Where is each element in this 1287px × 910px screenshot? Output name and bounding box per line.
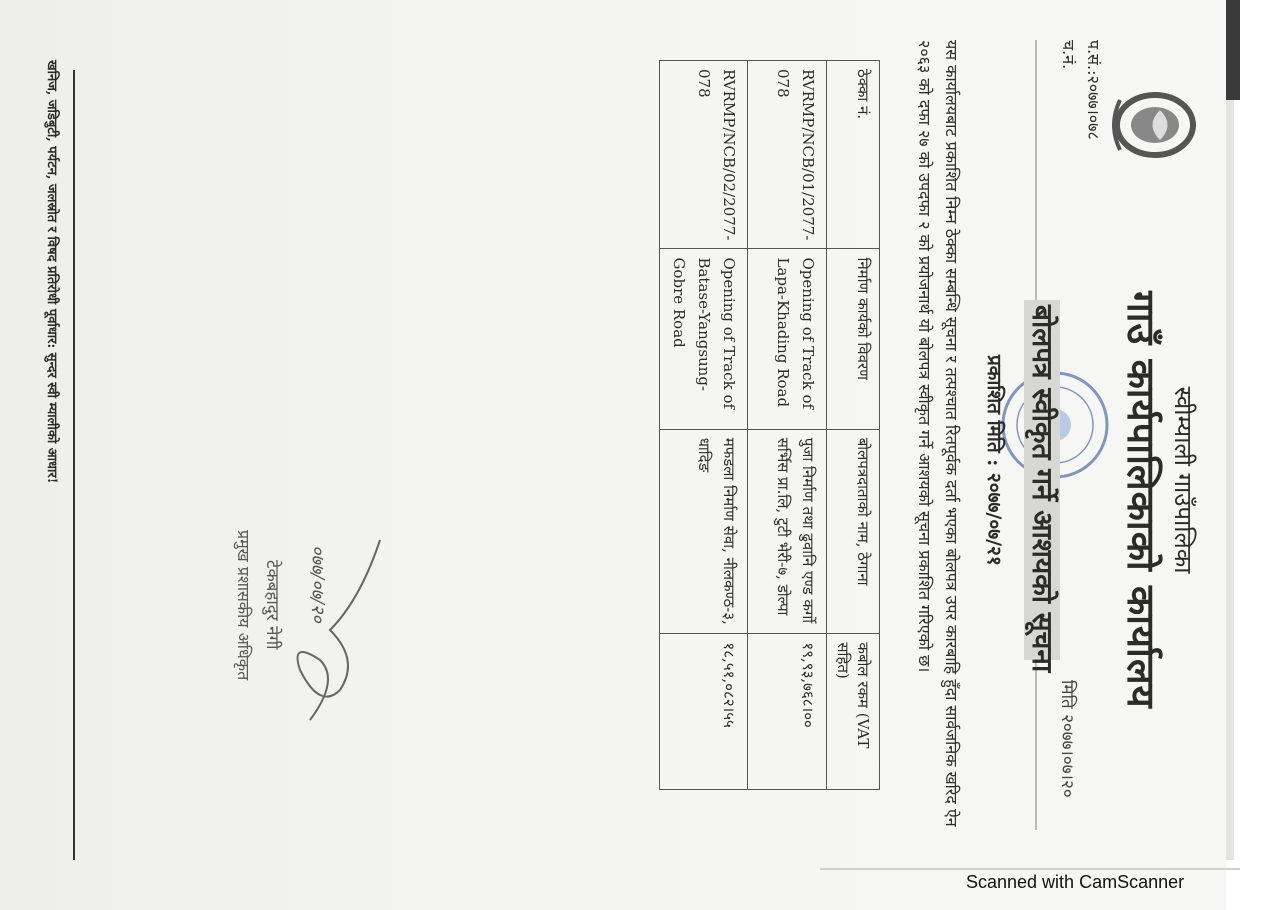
letter-date: मिति २०७७।०७।२०	[1057, 680, 1077, 798]
watermark-rule	[820, 868, 1240, 870]
header-bidder-name-address: बोलपत्रदाताको नाम, ठेगाना	[827, 429, 880, 634]
footer-slogan: खनिज, जडिबुटी, पर्यटन, जलस्रोत र विषद प्रतिरोधी पूर्वाधार: सुन्दर स्वी म्यालीको आधार!	[44, 60, 59, 484]
cell-work-description: Opening of Track of Lapa-Khading Road	[748, 249, 827, 429]
footer-rule	[73, 70, 75, 860]
government-emblem-icon	[1110, 90, 1200, 160]
signatory-name: टेकबहादुर नेगी	[262, 560, 282, 650]
table-header-row	[827, 61, 880, 790]
cell-contract-no: RVRMP/NCB/02/2077-078	[660, 61, 748, 249]
signature-date: ०७७/०७/२०	[307, 545, 328, 623]
camscanner-watermark: Scanned with CamScanner	[966, 872, 1185, 892]
cell-bidder: पुजा निर्माण तथा ढुवानि एण्ड कर्गो सर्भिस प्रा.लि, टुटी भेरी-७, डोल्पा	[748, 429, 827, 634]
cell-amount: १९,९३,७६८।००	[748, 634, 827, 790]
municipality-name: स्वीम्याली गाउँपालिका	[1169, 386, 1197, 574]
cell-amount: १८,५१,०८२।५५	[660, 634, 748, 790]
scanner-edge	[1226, 0, 1287, 910]
header-contract-no: ठेक्का नं.	[827, 61, 880, 249]
notice-title: बोलपत्र स्वीकृत गर्ने आशयको सूचना	[1026, 305, 1059, 673]
notice-paragraph: यस कार्यालयबाट प्रकाशित निम्न ठेक्का सम्बन्धि सूचना र तत्पश्चात रितपूर्वक दर्ता भएका बोलपत्र उपर कारबाहि हुँदा सार्वजनिक खरिद ऐन २०६३ को दफा २७ को उपदफा २ को प्रयोजनार्थ यो बोलपत्र स्वीकृत गर्ने आशयको सूचना प्रकाशित गरिएको छ।	[915, 40, 961, 827]
header-work-description: निर्माण कार्यको विवरण	[827, 249, 880, 429]
table-row	[660, 61, 748, 790]
cell-bidder: मफडला निर्माण सेवा, नीलकण्ठ-३, धादिङ	[660, 429, 748, 634]
contracts-table	[659, 60, 880, 790]
table-row	[748, 61, 827, 790]
office-name: गाउँ कार्यपालिकाको कार्यालय	[1119, 291, 1164, 709]
cell-work-description: Opening of Track of Batase-Yangsung-Gobre Road	[660, 249, 748, 429]
header-bid-amount: कबोल रकम (VAT सहित)	[827, 634, 880, 790]
scanner-edge-light	[1226, 100, 1234, 860]
cell-contract-no: RVRMP/NCB/01/2077-078	[748, 61, 827, 249]
published-date: प्रकाशित मिति : २०७७/०७/२१	[983, 355, 1005, 566]
letter-reference-number: प.सं.:२०७७।०७८	[1084, 40, 1103, 140]
dispatch-number: च.नं.	[1059, 40, 1078, 70]
signatory-title: प्रमुख प्रशासकीय अधिकृत	[234, 530, 253, 681]
scanner-edge-dark	[1226, 0, 1240, 100]
